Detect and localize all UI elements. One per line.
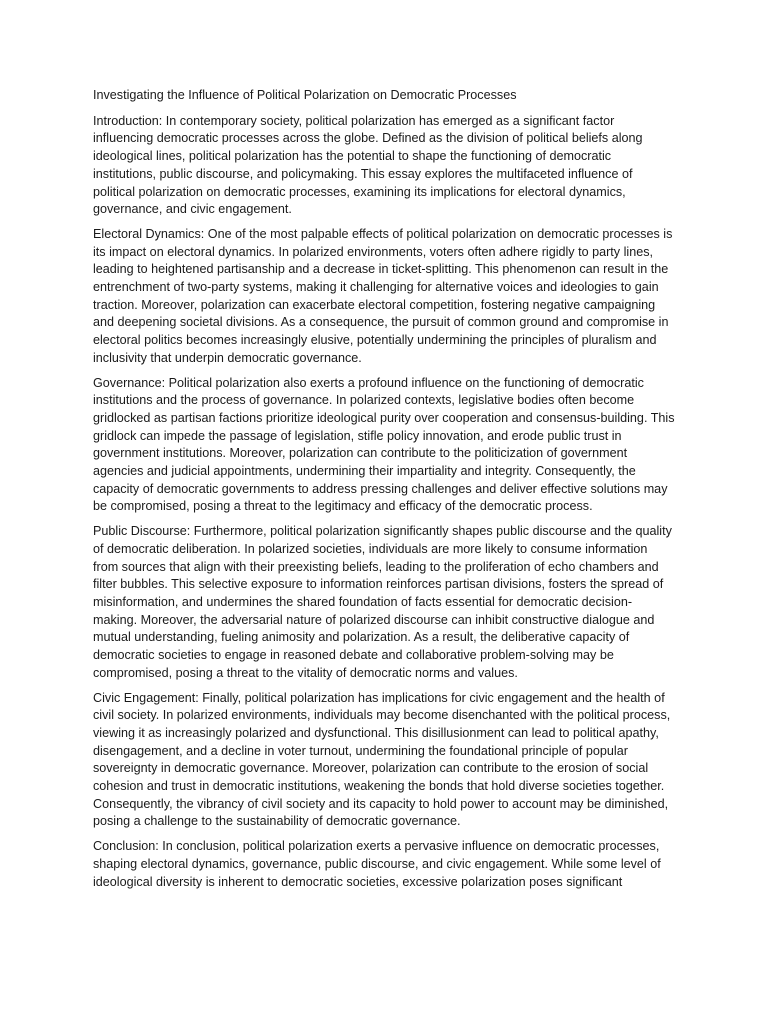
paragraph-public-discourse: Public Discourse: Furthermore, political polarization significantly shapes public discourse and the quality of democratic deliberation. In polarized societies, individuals are more likely to consume information from sources that align with their preexisting beliefs, leading to the proliferation of echo chambers and filter bubbles. This selective exposure to information reinforces partisan divisions, fosters the spread of misinformation, and undermines the shared foundation of facts essential for democratic decision-making. Moreover, the adversarial nature of polarized discourse can inhibit constructive dialogue and mutual understanding, fueling animosity and polarization. As a result, the deliberative capacity of democratic societies to engage in reasoned debate and collaborative problem-solving may be compromised, posing a threat to the vitality of democratic norms and values.	[93, 524, 672, 680]
paragraph-conclusion: Conclusion: In conclusion, political polarization exerts a pervasive influence on democratic processes, shaping electoral dynamics, governance, public discourse, and civic engagement. While some level of ideological diversity is inherent to democratic societies, excessive polarization poses significant	[93, 839, 661, 889]
document-page	[93, 87, 676, 891]
paragraph-introduction: Introduction: In contemporary society, political polarization has emerged as a significant factor influencing democratic processes across the globe. Defined as the division of political beliefs along ideological lines, political polarization has the potential to shape the functioning of democratic institutions, public discourse, and policymaking. This essay explores the multifaceted influence of political polarization on democratic processes, examining its implications for electoral dynamics, governance, and civic engagement.	[93, 113, 643, 217]
paragraph-governance: Governance: Political polarization also exerts a profound influence on the functioning of democratic institutions and the process of governance. In polarized contexts, legislative bodies often become gridlocked as partisan factions prioritize ideological purity over cooperation and consensus-building. This gridlock can impede the passage of legislation, stifle policy innovation, and erode public trust in government institutions. Moreover, polarization can contribute to the politicization of government agencies and judicial appointments, undermining their impartiality and integrity. Consequently, the capacity of democratic governments to address pressing challenges and deliver effective solutions may be compromised, posing a threat to the legitimacy and efficacy of the democratic process.	[93, 375, 675, 514]
document-title: Investigating the Influence of Political Polarization on Democratic Processes	[93, 88, 517, 102]
paragraph-civic-engagement: Civic Engagement: Finally, political polarization has implications for civic engagement and the health of civil society. In polarized environments, individuals may become disenchanted with the political process, viewing it as increasingly polarized and dysfunctional. This disillusionment can lead to political apathy, disengagement, and a decline in voter turnout, undermining the foundational principle of popular sovereignty in democratic governance. Moreover, polarization can contribute to the erosion of social cohesion and trust in democratic institutions, weakening the bonds that hold diverse societies together. Consequently, the vibrancy of civil society and its capacity to hold power to account may be diminished, posing a challenge to the sustainability of democratic governance.	[93, 690, 671, 829]
paragraph-electoral-dynamics: Electoral Dynamics: One of the most palpable effects of political polarization on democratic processes is its impact on electoral dynamics. In polarized environments, voters often adhere rigidly to party lines, leading to heightened partisanship and a decrease in ticket-splitting. This phenomenon can result in the entrenchment of two-party systems, making it challenging for alternative voices and ideologies to gain traction. Moreover, polarization can exacerbate electoral competition, fostering negative campaigning and deepening societal divisions. As a consequence, the pursuit of common ground and compromise in electoral politics becomes increasingly elusive, potentially undermining the principles of pluralism and inclusivity that underpin democratic governance.	[93, 226, 673, 365]
